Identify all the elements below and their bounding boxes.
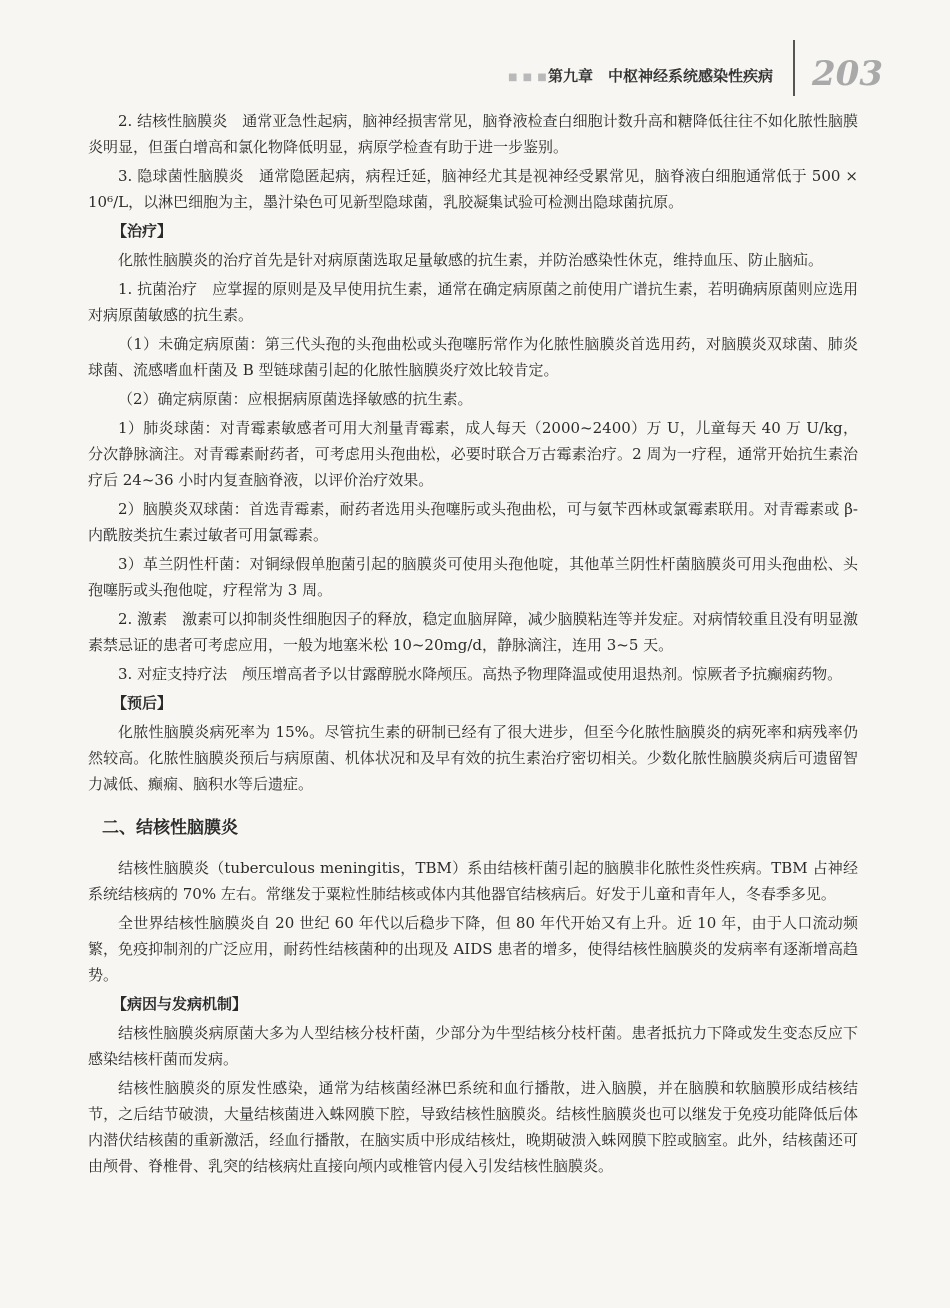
paragraph-unknown-pathogen: （1）未确定病原菌：第三代头孢的头孢曲松或头孢噻肟常作为化脓性脑膜炎首选用药，对脑膜炎双球菌、肺炎球菌、流感嗜血杆菌及 B 型链球菌引起的化脓性脑膜炎疗效比较肯定。 [88,335,858,379]
section-title-tbm: 二、结核性脑膜炎 [102,818,238,838]
paragraph-gram-negative: 3）革兰阴性杆菌：对铜绿假单胞菌引起的脑膜炎可使用头孢他啶，其他革兰阴性杆菌脑膜炎可用头孢曲松、头孢噻肟或头孢他啶，疗程常为 3 周。 [88,555,858,599]
paragraph-steroids: 2. 激素 激素可以抑制炎性细胞因子的释放，稳定血脑屏障，减少脑膜粘连等并发症。对病情较重且没有明显激素禁忌证的患者可考虑应用，一般为地塞米松 10~20mg/d，静脉滴注，连用 3~5 天。 [88,610,858,654]
page-body [88,108,858,1182]
paragraph-supportive: 3. 对症支持疗法 颅压增高者予以甘露醇脱水降颅压。高热予物理降温或使用退热剂。惊厥者予抗癫痫药物。 [118,665,843,683]
running-header [500,54,883,96]
paragraph-tbm-definition: 结核性脑膜炎（tuberculous meningitis，TBM）系由结核杆菌引起的脑膜非化脓性炎性疾病。TBM 占神经系统结核病的 70% 左右。常继发于粟粒性肺结核或体内其他器官结核病后。好发于儿童和青年人，冬春季多见。 [88,859,858,903]
paragraph-treatment-intro: 化脓性脑膜炎的治疗首先是针对病原菌选取足量敏感的抗生素，并防治感染性休克，维持血压、防止脑疝。 [118,251,824,269]
paragraph-pneumococcus: 1）肺炎球菌：对青霉素敏感者可用大剂量青霉素，成人每天（2000~2400）万 U，儿童每天 40 万 U/kg，分次静脉滴注。对青霉素耐药者，可考虑用头孢曲松，必要时联合万古霉素治疗。2 周为一疗程，通常开始抗生素治疗后 24~36 小时内复查脑脊液，以评价治疗效果。 [88,419,858,489]
section-heading-treatment: 【治疗】 [112,222,173,240]
paragraph-tbm-differential: 2. 结核性脑膜炎 通常亚急性起病，脑神经损害常见，脑脊液检查白细胞计数升高和糖降低往往不如化脓性脑膜炎明显，但蛋白增高和氯化物降低明显，病原学检查有助于进一步鉴别。 [88,112,858,156]
page-number: 203 [812,54,883,94]
chapter-title: 第九章 中枢神经系统感染性疾病 [548,67,774,85]
paragraph-known-pathogen: （2）确定病原菌：应根据病原菌选择敏感的抗生素。 [118,390,473,408]
paragraph-etiology: 结核性脑膜炎病原菌大多为人型结核分枝杆菌，少部分为牛型结核分枝杆菌。患者抵抗力下降或发生变态反应下感染结核杆菌而发病。 [88,1024,858,1068]
header-dots: ■ ■ ■ [508,72,548,83]
paragraph-tbm-epidemiology: 全世界结核性脑膜炎自 20 世纪 60 年代以后稳步下降，但 80 年代开始又有上升。近 10 年，由于人口流动频繁，免疫抑制剂的广泛应用，耐药性结核菌种的出现及 AIDS 患者的增多，使得结核性脑膜炎的发病率有逐渐增高趋势。 [88,914,858,984]
paragraph-antibacterial: 1. 抗菌治疗 应掌握的原则是及早使用抗生素，通常在确定病原菌之前使用广谱抗生素，若明确病原菌则应选用对病原菌敏感的抗生素。 [88,280,858,324]
paragraph-meningococcus: 2）脑膜炎双球菌：首选青霉素，耐药者选用头孢噻肟或头孢曲松，可与氨苄西林或氯霉素联用。对青霉素或 β- 内酰胺类抗生素过敏者可用氯霉素。 [88,500,858,544]
section-heading-etiology: 【病因与发病机制】 [112,995,248,1013]
paragraph-pathogenesis: 结核性脑膜炎的原发性感染，通常为结核菌经淋巴系统和血行播散，进入脑膜，并在脑膜和软脑膜形成结核结节，之后结节破溃，大量结核菌进入蛛网膜下腔，导致结核性脑膜炎。结核性脑膜炎也可以继发于免疫功能降低后体内潜伏结核菌的重新激活，经血行播散，在脑实质中形成结核灶，晚期破溃入蛛网膜下腔或脑室。此外，结核菌还可由颅骨、脊椎骨、乳突的结核病灶直接向颅内或椎管内侵入引发结核性脑膜炎。 [88,1079,858,1175]
section-heading-prognosis: 【预后】 [112,694,173,712]
paragraph-prognosis: 化脓性脑膜炎病死率为 15%。尽管抗生素的研制已经有了很大进步，但至今化脓性脑膜炎的病死率和病残率仍然较高。化脓性脑膜炎预后与病原菌、机体状况和及早有效的抗生素治疗密切相关。少数化脓性脑膜炎病后可遗留智力减低、癫痫、脑积水等后遗症。 [88,723,858,793]
header-divider [793,40,795,96]
paragraph-cryptococcal-differential: 3. 隐球菌性脑膜炎 通常隐匿起病，病程迁延，脑神经尤其是视神经受累常见，脑脊液白细胞通常低于 500 × 10⁶/L，以淋巴细胞为主，墨汁染色可见新型隐球菌，乳胶凝集试验可检测出隐球菌抗原。 [88,167,858,211]
